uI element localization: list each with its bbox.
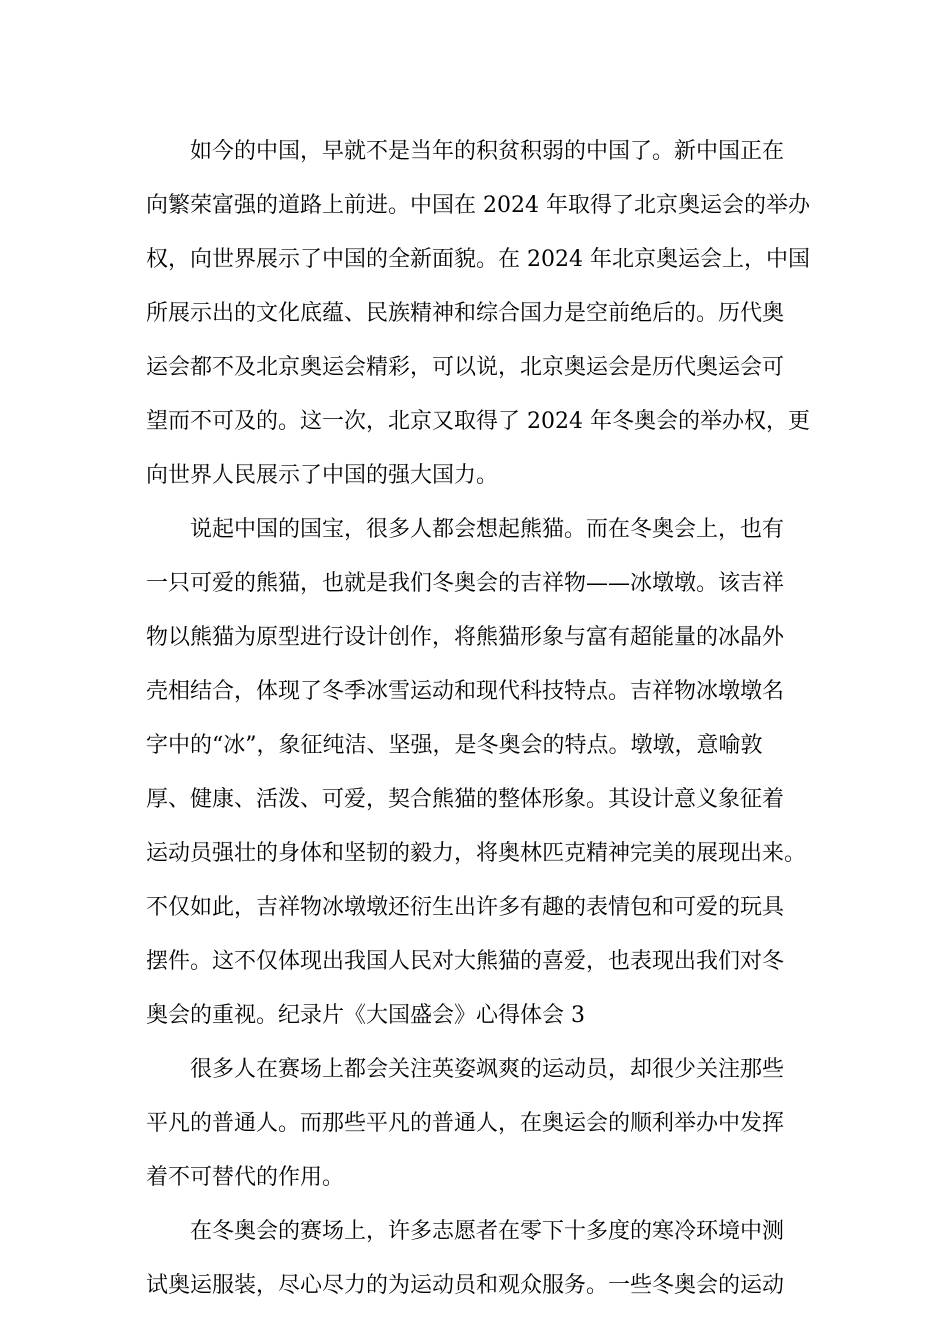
text-line: 不仅如此，吉祥物冰墩墩还衍生出许多有趣的表情包和可爱的玩具 <box>146 895 785 920</box>
text-line: 所展示出的文化底蕴、民族精神和综合国力是空前绝后的。历代奥 <box>146 301 785 326</box>
text-line: 物以熊猫为原型进行设计创作，将熊猫形象与富有超能量的冰晶外 <box>146 625 785 650</box>
text-line: 在冬奥会的赛场上，许多志愿者在零下十多度的寒冷环境中测 <box>190 1219 785 1244</box>
text-line: 平凡的普通人。而那些平凡的普通人，在奥运会的顺利举办中发挥 <box>146 1111 785 1136</box>
text-line: 望而不可及的。这一次，北京又取得了 2024 年冬奥会的举办权，更 <box>146 409 810 434</box>
text-line: 运会都不及北京奥运会精彩，可以说，北京奥运会是历代奥运会可 <box>146 355 785 380</box>
paragraph-mascot <box>146 503 816 1043</box>
text-line: 说起中国的国宝，很多人都会想起熊猫。而在冬奥会上，也有 <box>190 517 785 542</box>
text-line: 运动员强壮的身体和坚韧的毅力，将奥林匹克精神完美的展现出来。 <box>146 841 807 866</box>
paragraph-olympics-history <box>146 125 816 503</box>
text-line: 厚、健康、活泼、可爱，契合熊猫的整体形象。其设计意义象征着 <box>146 787 785 812</box>
text-line: 奥会的重视。纪录片《大国盛会》心得体会 3 <box>146 1003 585 1028</box>
text-line: 如今的中国，早就不是当年的积贫积弱的中国了。新中国正在 <box>190 139 785 164</box>
paragraph-ordinary-people <box>146 1043 816 1205</box>
text-line: 试奥运服装，尽心尽力的为运动员和观众服务。一些冬奥会的运动 <box>146 1273 785 1298</box>
text-line: 权，向世界展示了中国的全新面貌。在 2024 年北京奥运会上，中国 <box>146 247 810 272</box>
text-line: 着不可替代的作用。 <box>146 1165 345 1190</box>
paragraph-volunteers <box>146 1205 816 1313</box>
text-line: 向世界人民展示了中国的强大国力。 <box>146 463 499 488</box>
text-line: 壳相结合，体现了冬季冰雪运动和现代科技特点。吉祥物冰墩墩名 <box>146 679 785 704</box>
text-line: 向繁荣富强的道路上前进。中国在 2024 年取得了北京奥运会的举办 <box>146 193 810 218</box>
text-line: 摆件。这不仅体现出我国人民对大熊猫的喜爱，也表现出我们对冬 <box>146 949 785 974</box>
document-body <box>146 125 816 1313</box>
text-line: 很多人在赛场上都会关注英姿飒爽的运动员，却很少关注那些 <box>190 1057 785 1082</box>
text-line: 一只可爱的熊猫，也就是我们冬奥会的吉祥物——冰墩墩。该吉祥 <box>146 571 785 596</box>
text-line: 字中的“冰”，象征纯洁、坚强，是冬奥会的特点。墩墩，意喻敦 <box>146 733 763 758</box>
